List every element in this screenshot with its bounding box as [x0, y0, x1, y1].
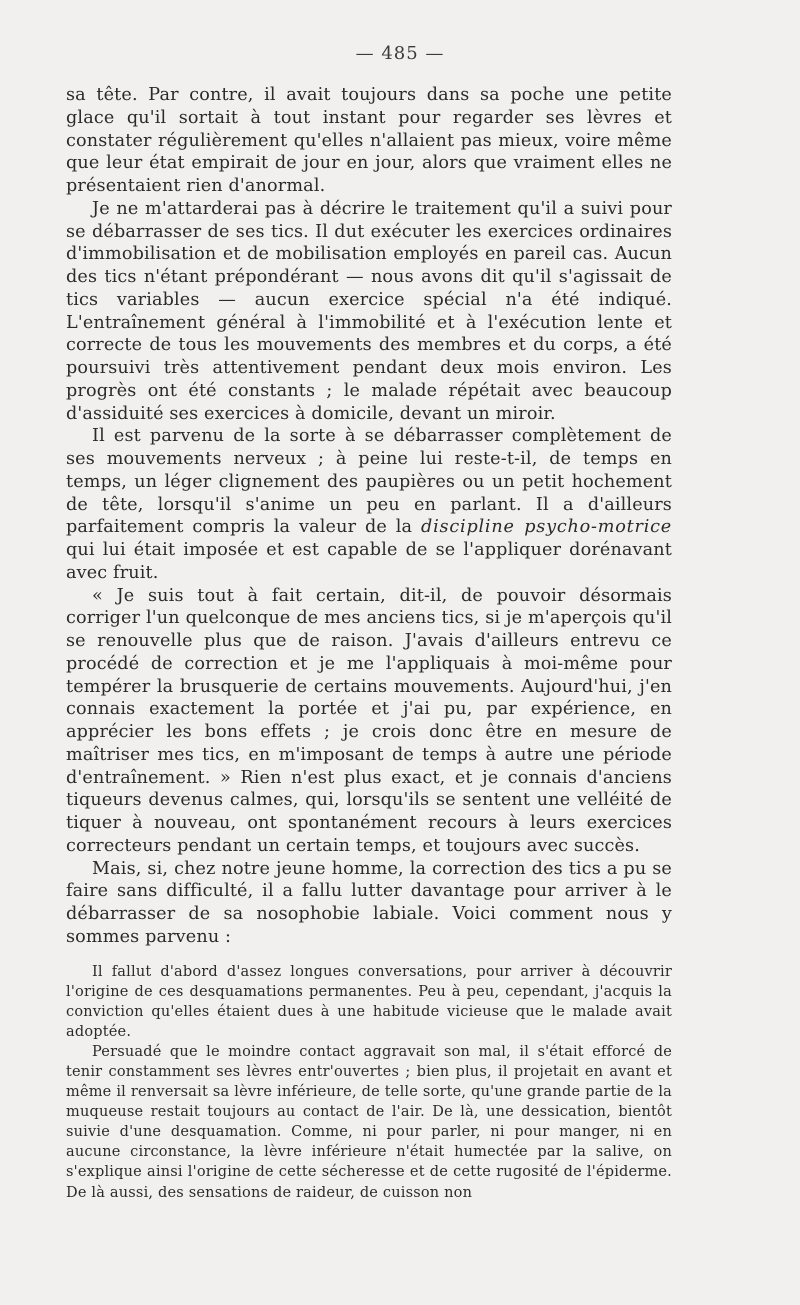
- small-print-section: [66, 962, 672, 1203]
- small-paragraph-1: Il fallut d'abord d'assez longues conversations, pour arriver à découvrir l'origine de ces desquamations permanentes. Peu à peu, cependant, j'acquis la conviction qu'elles étaient dues à une habitude vicieuse que le malade avait adoptée.: [66, 963, 672, 1040]
- paragraph-3-text-a: Il est parvenu de la sorte à se débarrasser complètement de ses mouvements nerveux ; à peine lui reste-t-il, de temps en temps, un léger clignement des paupières ou un petit hochement de tête, lorsqu'il s'anime un peu en parlant. Il a d'ailleurs parfaitement compris la valeur de la: [66, 426, 672, 538]
- small-paragraph-2: Persuadé que le moindre contact aggravait son mal, il s'était efforcé de tenir constamment ses lèvres entr'ouvertes ; bien plus, il projetait en avant et même il renversait sa lèvre inférieure, de telle sorte, qu'une grande partie de la muqueuse restait toujours au contact de l'air. De là, une dessication, bientôt suivie d'une desquamation. Comme, ni pour parler, ni pour manger, ni en aucune circonstance, la lèvre inférieure n'était humectée par la salive, on s'explique ainsi l'origine de cette sécheresse et de cette rugosité de l'épiderme. De là aussi, des sensations de raideur, de cuisson non: [66, 1043, 672, 1201]
- emphasized-term: discipline psycho-motrice: [421, 517, 672, 538]
- paragraph-1: sa tête. Par contre, il avait toujours dans sa poche une petite glace qu'il sortait à tout instant pour regarder ses lèvres et constater régulièrement qu'elles n'allaient pas mieux, voire même que leur état empirait de jour en jour, alors que vraiment elles ne présentaient rien d'anormal.: [66, 85, 672, 196]
- main-text: [66, 84, 672, 949]
- page-body: [66, 84, 672, 1203]
- paragraph-2: Je ne m'attarderai pas à décrire le traitement qu'il a suivi pour se débarrasser de ses tics. Il dut exécuter les exercices ordinaires d'immobilisation et de mobilisation employés en pareil cas. Aucun des tics n'étant prépondérant — nous avons dit qu'il s'agissait de tics variables — aucun exercice spécial n'a été indiqué. L'entraînement général à l'immobilité et à l'exécution lente et correcte de tous les mouvements des membres et du corps, a été poursuivi très attentivement pendant deux mois environ. Les progrès ont été constants ; le malade répétait avec beaucoup d'assiduité ses exercices à domicile, devant un miroir.: [66, 198, 672, 424]
- paragraph-4-quote: « Je suis tout à fait certain, dit-il, de pouvoir désormais corriger l'un quelconque de mes anciens tics, si je m'aperçois qu'il se renouvelle plus que de raison. J'avais d'ailleurs entrevu ce procédé de correction et je me l'appliquais à moi-même pour tempérer la brusquerie de certains mouvements. Aujourd'hui, j'en connais exactement la portée et j'ai pu, par expérience, en apprécier les bons effets ; je crois donc être en mesure de maîtriser mes tics, en m'imposant de temps à autre une période d'entraînement. » Rien n'est plus exact, et je connais d'anciens tiqueurs devenus calmes, qui, lorsqu'ils se sentent une velléité de tiquer à nouveau, ont spontanément recours à leurs exercices correcteurs pendant un certain temps, et toujours avec succès.: [66, 585, 672, 856]
- paragraph-5: Mais, si, chez notre jeune homme, la correction des tics a pu se faire sans difficulté, il a fallu lutter davantage pour arriver à le débarrasser de sa nosophobie labiale. Voici comment nous y sommes parvenu :: [66, 858, 672, 947]
- paragraph-3-text-b: qui lui était imposée et est capable de se l'appliquer dorénavant avec fruit.: [66, 540, 672, 583]
- page-number: — 485 —: [355, 43, 445, 64]
- paragraph-3: [66, 425, 672, 584]
